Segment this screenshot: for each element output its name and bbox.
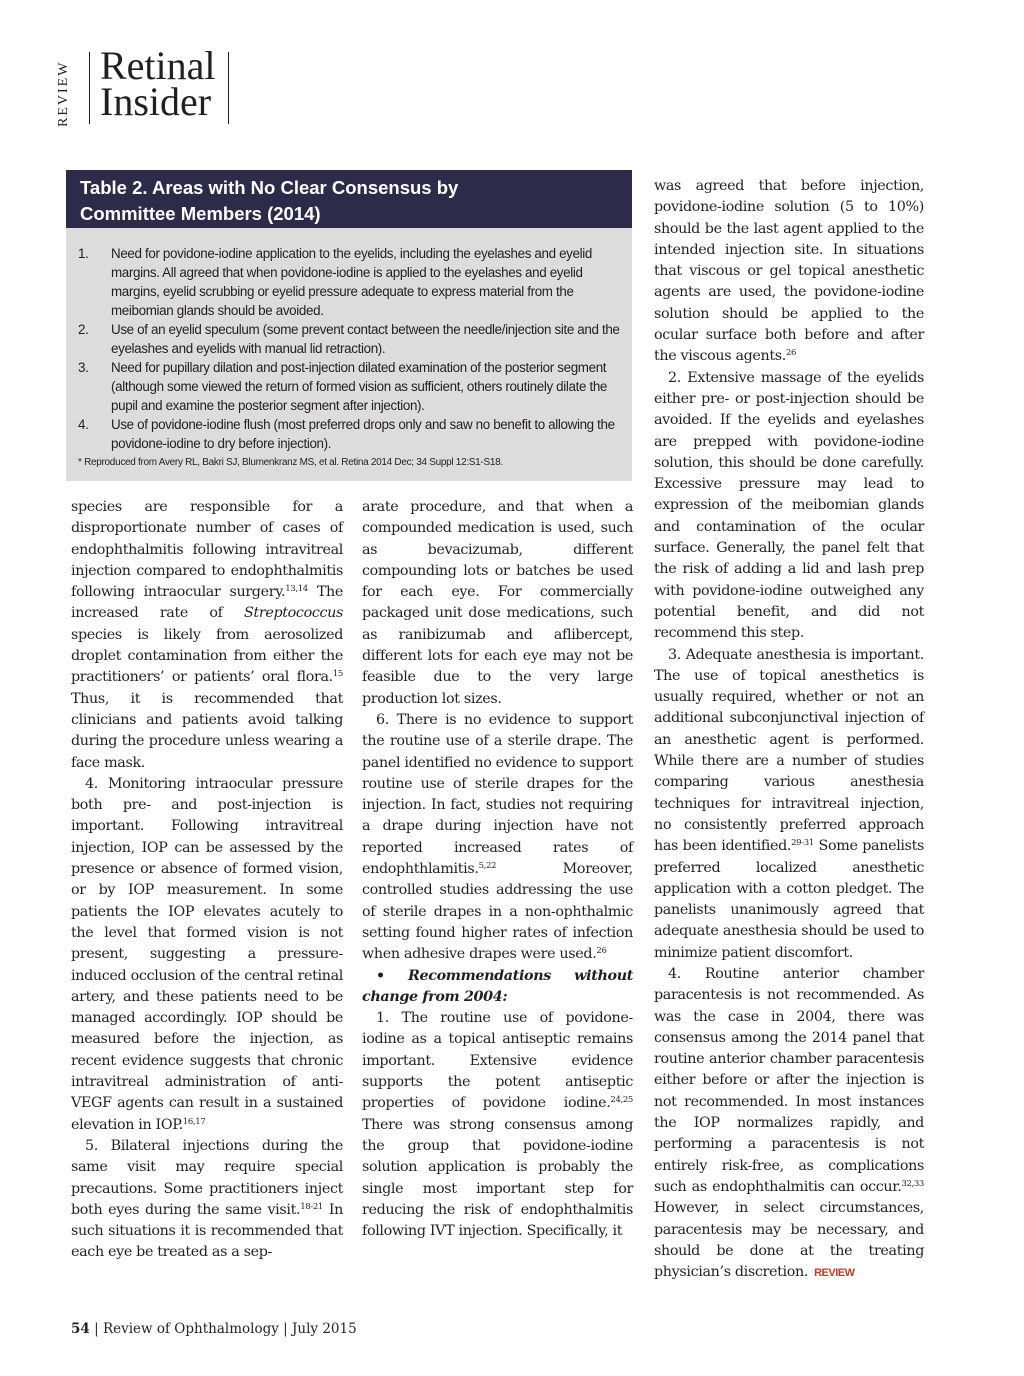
table-item-number: 3.	[78, 360, 89, 375]
table-list	[78, 244, 626, 453]
table-sidebar	[66, 170, 632, 481]
section-subheading: • Recommendations without change from 2004:	[362, 967, 633, 1005]
table-item-text: Need for pupillary dilation and post-injection dilated examination of the posterior segment (although some viewed the return of formed vision as sufficient, others routinely dilate the pupil and examine the posterior segment after injection).	[111, 360, 608, 413]
department-title	[100, 43, 216, 124]
masthead-divider-left	[89, 52, 90, 124]
table-item-text: Use of an eyelid speculum (some prevent contact between the needle/injection site and the eyelashes and eyelids with manual lid retraction).	[111, 322, 620, 356]
paragraph	[654, 645, 924, 964]
citation: 26	[596, 946, 607, 957]
table-item	[78, 415, 626, 453]
citation: 13,14	[285, 584, 308, 595]
department-title-line1: Retinal	[100, 43, 216, 88]
table-item	[78, 358, 626, 415]
text-run: 1. The routine use of povidone-iodine as a topical antiseptic remains important. Extensive evidence supports the potent antiseptic properties of povidone iodine.	[362, 1010, 633, 1112]
citation: 16,17	[182, 1116, 206, 1127]
section-label-vertical: REVIEW	[56, 60, 71, 127]
paragraph	[654, 176, 924, 368]
text-run: 3. Adequate anesthesia is important. The use of topical anesthetics is usually required, whether or not an additional subconjunctival injection of an anesthetic agent is performed. While there are a number of studies comparing various anesthesia techniques for intravitreal injection, no consistently preferred approach has been identified.	[654, 646, 924, 855]
citation: 29-31	[791, 838, 814, 849]
text-run: Thus, it is recommended that clinicians and patients avoid talking during the procedure unless wearing a face mask.	[71, 690, 343, 771]
table-item-text: Need for povidone-iodine application to the eyelids, including the eyelashes and eyelid margins. All agreed that when povidone-iodine is applied to the eyelashes and eyelid margins, eyelid scrubbing or eyelid pressure adequate to express material from the meibomian glands should be avoided.	[111, 246, 592, 318]
department-title-line2: Insider	[100, 79, 212, 124]
table-item-number: 4.	[78, 417, 89, 432]
end-of-article-mark: REVIEW	[814, 1267, 855, 1280]
paragraph: 2. Extensive massage of the eyelids either pre- or post-injection should be avoided. If the eyelids and eyelashes are prepped with povidone-iodine solution, this should be done carefully. Excessive pressure may lead to expression of the meibomian glands and contamination of the ocular surface. Generally, the panel felt that the risk of adding a lid and lash prep with povidone-iodine outweighed any potential benefit, and did not recommend this step.	[654, 369, 924, 642]
paragraph	[362, 710, 633, 966]
text-run: 4. Routine anterior chamber paracentesis is not recommended. As was the case in 2004, there was consensus among the 2014 panel that routine anterior chamber paracentesis either before or after the injection is not recommended. In most instances the IOP normalizes rapidly, and performing a paracentesis is not entirely risk-free, as complications such as endophthalmitis can occur.	[654, 965, 924, 1195]
citation: 15	[332, 669, 343, 680]
citation: 26	[785, 348, 797, 359]
table-title-line2: Committee Members (2014)	[80, 203, 321, 224]
text-run: In such situations it is recommended that each eye be treated as a sep-	[71, 1201, 343, 1261]
text-run: The increased rate of	[71, 584, 343, 622]
paragraph	[71, 497, 343, 774]
footer-separator: |	[94, 1321, 99, 1337]
paragraph	[362, 1008, 633, 1242]
table-item-text: Use of povidone-iodine flush (most preferred drops only and saw no benefit to allowing the povidone-iodine to dry before injection).	[111, 417, 615, 451]
species-name: Streptococcus	[244, 605, 343, 622]
text-run: species is likely from aerosolized droplet contamination from either the practitioners’ or patients’ oral flora.	[71, 626, 343, 686]
table-item-number: 2.	[78, 322, 89, 337]
text-run: However, in select circumstances, paracentesis may be necessary, and should be done at the treating physician’s discretion.	[654, 1200, 924, 1281]
table-footnote: * Reproduced from Avery RL, Bakri SJ, Blumenkranz MS, et al. Retina 2014 Dec; 34 Suppl 12:S1-S18.	[78, 457, 503, 468]
page-footer	[71, 1321, 357, 1337]
text-run: 5. Bilateral injections during the same visit may require special precautions. Some practitioners inject both eyes during the same visit.	[71, 1137, 343, 1218]
table-item	[78, 320, 626, 358]
body-column-1	[71, 497, 343, 1264]
table-title-line1: Table 2. Areas with No Clear Consensus by	[80, 177, 459, 198]
issue-date: July 2015	[292, 1321, 357, 1337]
table-item	[78, 244, 626, 320]
table-title	[66, 170, 632, 228]
body-column-2	[362, 497, 633, 1242]
text-run: Moreover, controlled studies addressing the use of sterile drapes in a non-ophthalmic setting found higher rates of infection when adhesive drapes were used.	[362, 861, 633, 963]
text-run: Some panelists preferred localized anesthetic application with a cotton pledget. The panelists unanimously agreed that adequate anesthesia should be used to minimize patient discomfort.	[654, 838, 925, 961]
paragraph	[654, 964, 924, 1284]
paragraph	[71, 774, 343, 1136]
citation: 24,25	[610, 1095, 633, 1106]
publication-name: Review of Ophthalmology	[102, 1321, 279, 1337]
masthead-divider-right	[228, 52, 229, 124]
table-item-number: 1.	[78, 246, 89, 261]
paragraph: arate procedure, and that when a compounded medication is used, such as bevacizumab, different compounding lots or batches be used for each eye. For commercially packaged unit dose medications, such as ranibizumab and aflibercept, different lots for each eye may not be feasible due to the very large production lot sizes.	[362, 499, 633, 707]
citation: 32,33	[901, 1178, 924, 1189]
text-run: 6. There is no evidence to support the routine use of a sterile drape. The panel identified no evidence to support routine use of sterile drapes for the injection. In fact, studies not requiring a drape during injection have not reported increased rates of endophthlamitis.	[362, 711, 633, 878]
text-run: 4. Monitoring intraocular pressure both pre- and post-injection is important. Following intravitreal injection, IOP can be assessed by the presence or absence of formed vision, or by IOP measurement. In some patients the IOP elevates acutely to the level that formed vision is not present, suggesting a pressure-induced occlusion of the central retinal artery, and these patients need to be managed accordingly. IOP should be measured before the injection, as recent evidence suggests that chronic intravitreal administration of anti-VEGF agents can result in a sustained elevation in IOP.	[71, 775, 343, 1133]
footer-separator: |	[283, 1321, 288, 1337]
body-column-3	[654, 176, 924, 1284]
paragraph	[71, 1136, 343, 1264]
page-number: 54	[71, 1321, 90, 1337]
text-run: species are responsible for a disproportionate number of cases of endophthalmitis following intravitreal injection compared to endophthalmitis following intraocular surgery.	[71, 499, 343, 601]
text-run: was agreed that before injection, povidone-iodine solution (5 to 10%) should be the last agent applied to the intended injection site. In situations that viscous or gel topical anesthetic agents are used, the povidone-iodine solution should be applied to the ocular surface both before and after the viscous agents.	[654, 178, 924, 365]
citation: 18-21	[300, 1201, 323, 1212]
citation: 5,22	[478, 861, 497, 872]
text-run: There was strong consensus among the group that povidone-iodine solution application is probably the single most important step for reducing the risk of endophthalmitis following IVT injection. Specifically, it	[362, 1116, 633, 1240]
